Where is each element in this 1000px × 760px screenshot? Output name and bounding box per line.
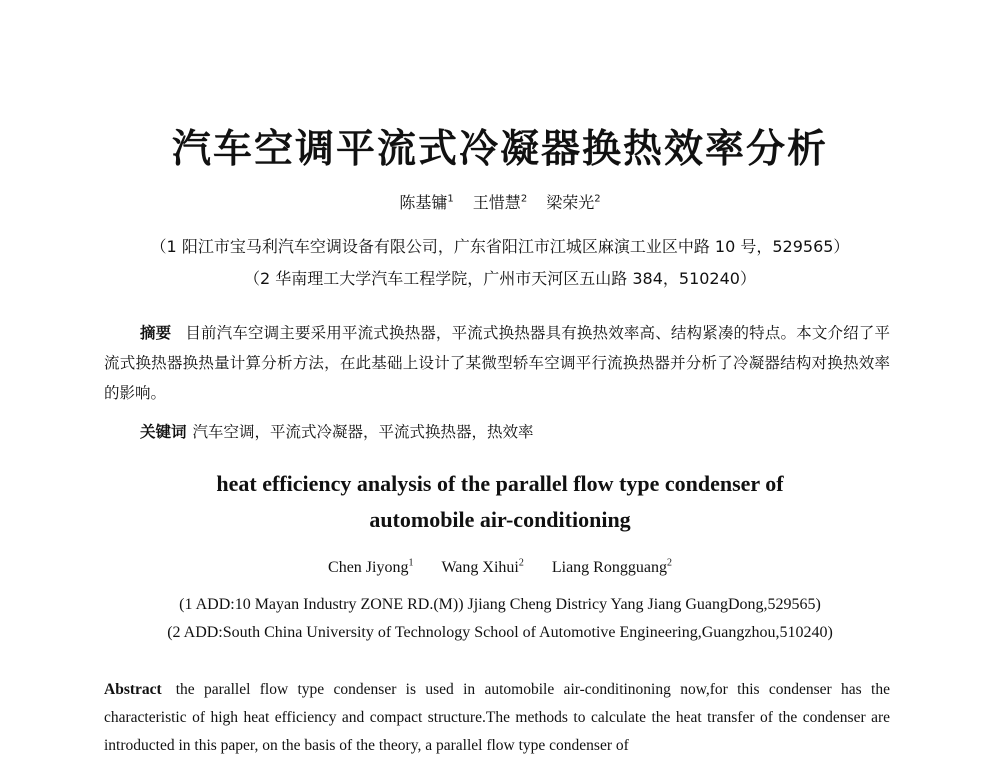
- title-en-line-2: automobile air-conditioning: [369, 507, 631, 532]
- affiliation-en-1: (1 ADD:10 Mayan Industry ZONE RD.(M)) Jjiang Cheng Districy Yang Jiang GuangDong,529565): [179, 596, 821, 613]
- abstract-english: [104, 676, 890, 760]
- abstract-zh-label: 摘要: [140, 324, 172, 342]
- abstract-zh-text: 目前汽车空调主要采用平流式换热器，平流式换热器具有换热效率高、结构紧凑的特点。本文介绍了平流式换热器换热量计算分析方法，在此基础上设计了某微型轿车空调平行流换热器并分析了冷凝器结构对换热效率的影响。: [104, 324, 890, 402]
- abstract-en-label: Abstract: [104, 681, 162, 698]
- keywords-zh-label: 关键词: [140, 423, 187, 441]
- title-english: [0, 466, 1000, 538]
- keywords-zh-text: 汽车空调，平流式冷凝器，平流式换热器，热效率: [192, 423, 534, 441]
- affiliation-zh-1: （1 阳江市宝马利汽车空调设备有限公司，广东省阳江市江城区麻演工业区中路 10 号，529565）: [150, 237, 850, 256]
- title-chinese: 汽车空调平流式冷凝器换热效率分析: [171, 127, 828, 172]
- affiliation-zh-2: （2 华南理工大学汽车工程学院，广州市天河区五山路 384，510240）: [244, 269, 756, 288]
- authors-chinese: [0, 190, 1000, 213]
- author-en-2: Wang Xihui$^2$: [441, 558, 524, 577]
- author-en-3: Liang Rongguang$^2$: [551, 558, 672, 577]
- keywords-chinese: [140, 420, 534, 442]
- authors-english: [0, 558, 1000, 577]
- author-zh-3: 梁荣光$^2$: [546, 193, 601, 212]
- abstract-en-text: the parallel flow type condenser is used in automobile air-conditinoning now,for this condenser has the characteristic of high heat efficiency and compact structure.The methods to calculate the heat transfer of the condenser are introducted in this paper, on the basis of the theory, a parallel flow type condenser of: [104, 681, 890, 754]
- abstract-chinese: [104, 318, 890, 408]
- affiliation-en-2: (2 ADD:South China University of Technology School of Automotive Engineering,Guangzhou,510240): [167, 624, 833, 641]
- author-zh-1: 陈基镛$^1$: [399, 193, 454, 212]
- title-en-line-1: heat efficiency analysis of the parallel flow type condenser of: [216, 471, 784, 496]
- author-zh-2: 王惜慧$^2$: [472, 193, 528, 212]
- author-en-1: Chen Jiyong$^1$: [328, 558, 414, 577]
